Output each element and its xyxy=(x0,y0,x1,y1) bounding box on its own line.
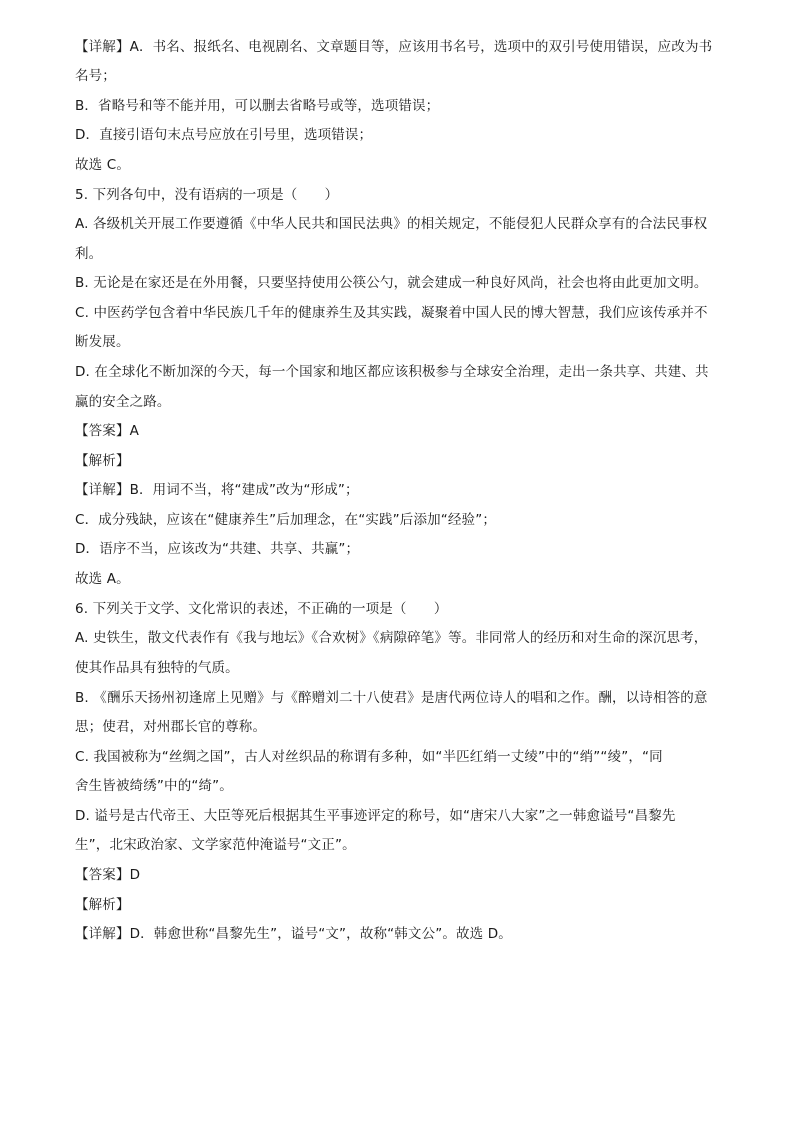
text-line-1: 【详解】A．书名、报纸名、电视剧名、文章题目等，应该用书名号，选项中的双引号使用错误，应改为书 xyxy=(75,39,713,55)
text-line-8: 利。 xyxy=(75,246,103,262)
text-line-5: 故选 C。 xyxy=(75,157,130,173)
text-line-2: 名号； xyxy=(75,68,116,84)
text-line-10: C. 中医药学包含着中华民族几千年的健康养生及其实践，凝聚着中国人民的博大智慧，我们应该传承并不 xyxy=(75,305,708,321)
text-line-17: C．成分残缺，应该在“健康养生”后加理念，在“实践”后添加“经验”； xyxy=(75,512,496,528)
text-line-4: D．直接引语句末点号应放在引号里，选项错误； xyxy=(75,127,373,143)
text-line-27: D. 谥号是古代帝王、大臣等死后根据其生平事迹评定的称号，如“唐宋八大家”之一韩愈谥号“昌黎先 xyxy=(75,808,676,824)
text-line-26: 舍生皆被绮绣”中的“绮”。 xyxy=(75,778,233,794)
text-line-3: B．省略号和等不能并用，可以删去省略号或等，选项错误； xyxy=(75,98,440,114)
text-line-28: 生”，北宋政治家、文学家范仲淹谥号“文正”。 xyxy=(75,837,356,853)
text-line-7: A. 各级机关开展工作要遵循《中华人民共和国民法典》的相关规定，不能侵犯人民群众享有的合法民事权 xyxy=(75,216,708,232)
text-line-14: 【答案】A xyxy=(75,423,139,439)
text-line-13: 赢的安全之路。 xyxy=(75,394,171,410)
text-line-30: 【解析】 xyxy=(75,897,130,913)
text-line-22: 使其作品具有独特的气质。 xyxy=(75,660,239,676)
text-line-29: 【答案】D xyxy=(75,867,141,883)
text-line-12: D. 在全球化不断加深的今天，每一个国家和地区都应该积极参与全球安全治理，走出一条共享、共建、共 xyxy=(75,364,709,380)
text-line-9: B. 无论是在家还是在外用餐，只要坚持使用公筷公勺，就会建成一种良好风尚，社会也将由此更加文明。 xyxy=(75,275,708,291)
text-line-15: 【解析】 xyxy=(75,453,130,469)
text-line-19: 故选 A。 xyxy=(75,571,130,587)
text-line-23: B. 《酬乐天扬州初逢席上见赠》与《醉赠刘二十八使君》是唐代两位诗人的唱和之作。酬，以诗相答的意 xyxy=(75,690,708,706)
text-line-16: 【详解】B．用词不当，将“建成”改为“形成”； xyxy=(75,482,359,498)
text-line-6: 5. 下列各句中，没有语病的一项是（ ） xyxy=(75,187,339,203)
text-line-11: 断发展。 xyxy=(75,334,130,350)
text-line-21: A. 史铁生，散文代表作有《我与地坛》《合欢树》《病隙碎笔》等。非同常人的经历和对生命的深沉思考， xyxy=(75,630,708,646)
text-line-25: C. 我国被称为“丝绸之国”，古人对丝织品的称谓有多种，如“半匹红绡一丈绫”中的“绡”“绫”，“同 xyxy=(75,749,663,765)
text-line-31: 【详解】D．韩愈世称“昌黎先生”，谥号“文”，故称“韩文公”。故选 D。 xyxy=(75,926,512,942)
text-line-20: 6. 下列关于文学、文化常识的表述，不正确的一项是（ ） xyxy=(75,601,448,617)
text-line-18: D．语序不当，应该改为“共建、共享、共赢”； xyxy=(75,541,360,557)
text-line-24: 思；使君，对州郡长官的尊称。 xyxy=(75,719,267,735)
